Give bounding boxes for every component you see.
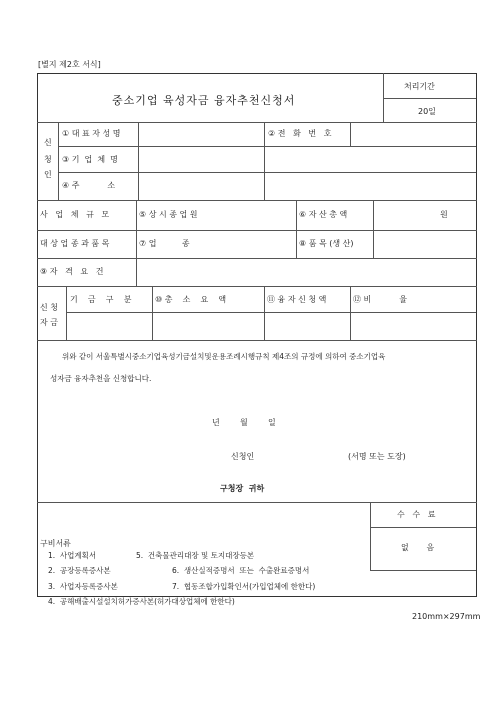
sign-note: (서명 또는 도장) (348, 452, 406, 461)
statement-line-2: 성자금 융자추천을 신청합니다. (50, 374, 152, 383)
divider (370, 570, 476, 571)
form-border-top (37, 73, 477, 74)
divider (58, 122, 59, 200)
target-industry-label: 대 상 업 종 과 품 목 (40, 239, 110, 248)
funds-label-1: 신 청 (40, 303, 58, 312)
company-label: ③ 기 업 체 명 (62, 155, 118, 164)
doc-4: 4. 공해배출시설설치허가증사본(허가대상업체에 한한다) (48, 597, 235, 606)
divider (138, 122, 139, 200)
doc-2: 2. 공장등록증사본 (48, 566, 111, 575)
divider (58, 146, 476, 147)
assets-unit: 원 (440, 210, 448, 219)
divider (152, 286, 153, 340)
divider (383, 98, 476, 99)
form-title: 중소기업 육성자금 융자추천신청서 (112, 94, 296, 107)
assets-label: ⑥ 자 산 총 액 (299, 210, 348, 219)
divider (37, 502, 477, 503)
doc-6: 6. 생산실적증명서 또는 수출완료증명서 (172, 566, 310, 575)
phone-label: ② 전 화 번 호 (268, 129, 332, 138)
documents-title: 구비서류 (40, 539, 71, 548)
processing-label: 처리기간 (404, 82, 435, 91)
processing-value: 20일 (418, 107, 436, 116)
divider (370, 502, 371, 570)
paper-size: 210mm×297mm (412, 612, 481, 621)
divider (66, 286, 67, 340)
divider (58, 172, 476, 173)
divider (37, 340, 477, 341)
divider (136, 200, 137, 286)
divider (264, 286, 265, 340)
doc-3: 3. 사업자등록증사본 (48, 582, 118, 591)
divider (37, 122, 477, 123)
form-border-right (476, 73, 477, 597)
doc-5: 5. 건축물관리대장 및 토지대장등본 (136, 551, 255, 560)
address-label: ④ 주 소 (62, 181, 116, 190)
divider (37, 230, 477, 231)
date-month: 월 (240, 418, 248, 427)
fee-label: 수 수 료 (397, 510, 436, 519)
products-label: ⑧ 품 목 (생 산) (299, 239, 354, 248)
applicant-label-2: 청 (44, 155, 52, 164)
addressee: 구청장 귀하 (220, 484, 265, 493)
divider (37, 286, 477, 287)
funds-label-2: 자 금 (40, 318, 58, 327)
industry-label: ⑦ 업 종 (139, 239, 190, 248)
divider (296, 200, 297, 258)
rep-name-label: ① 대 표 자 성 명 (62, 129, 121, 138)
doc-7: 7. 협동조합가입확인서(가입업체에 한한다) (172, 582, 316, 591)
divider (66, 312, 476, 313)
applicant-label-3: 인 (44, 170, 52, 179)
loan-amount-header: ⑪ 융 자 신 청 액 (267, 295, 327, 304)
statement-line-1: 위와 같이 서울특별시중소기업육성기금설치및운용조례시행규칙 제4조의 규정에 의하여 중소기업육 (62, 352, 386, 361)
applicant-label-1: 신 (44, 138, 52, 147)
divider (37, 258, 477, 259)
qualification-label: ⑨ 자 격 요 건 (40, 267, 104, 276)
divider (264, 122, 265, 200)
divider (350, 122, 351, 146)
employees-label: ⑤ 상 시 종 업 원 (139, 210, 198, 219)
fund-type-header: 기 금 구 분 (70, 295, 132, 304)
divider (370, 527, 476, 528)
form-border-left (37, 73, 38, 597)
applicant-sign-label: 신청인 (231, 452, 255, 461)
date-day: 일 (268, 418, 276, 427)
divider (37, 200, 477, 201)
doc-1: 1. 사업계획서 (48, 551, 97, 560)
fee-value: 없 음 (401, 543, 435, 552)
ratio-header: ⑫ 비 율 (353, 295, 407, 304)
form-number: [별지 제2호 서식] (38, 60, 101, 69)
date-year: 년 (212, 418, 220, 427)
divider (350, 286, 351, 340)
total-required-header: ⑩ 총 소 요 액 (155, 295, 227, 304)
scale-label: 사 업 체 규 모 (40, 210, 110, 219)
divider (373, 200, 374, 258)
